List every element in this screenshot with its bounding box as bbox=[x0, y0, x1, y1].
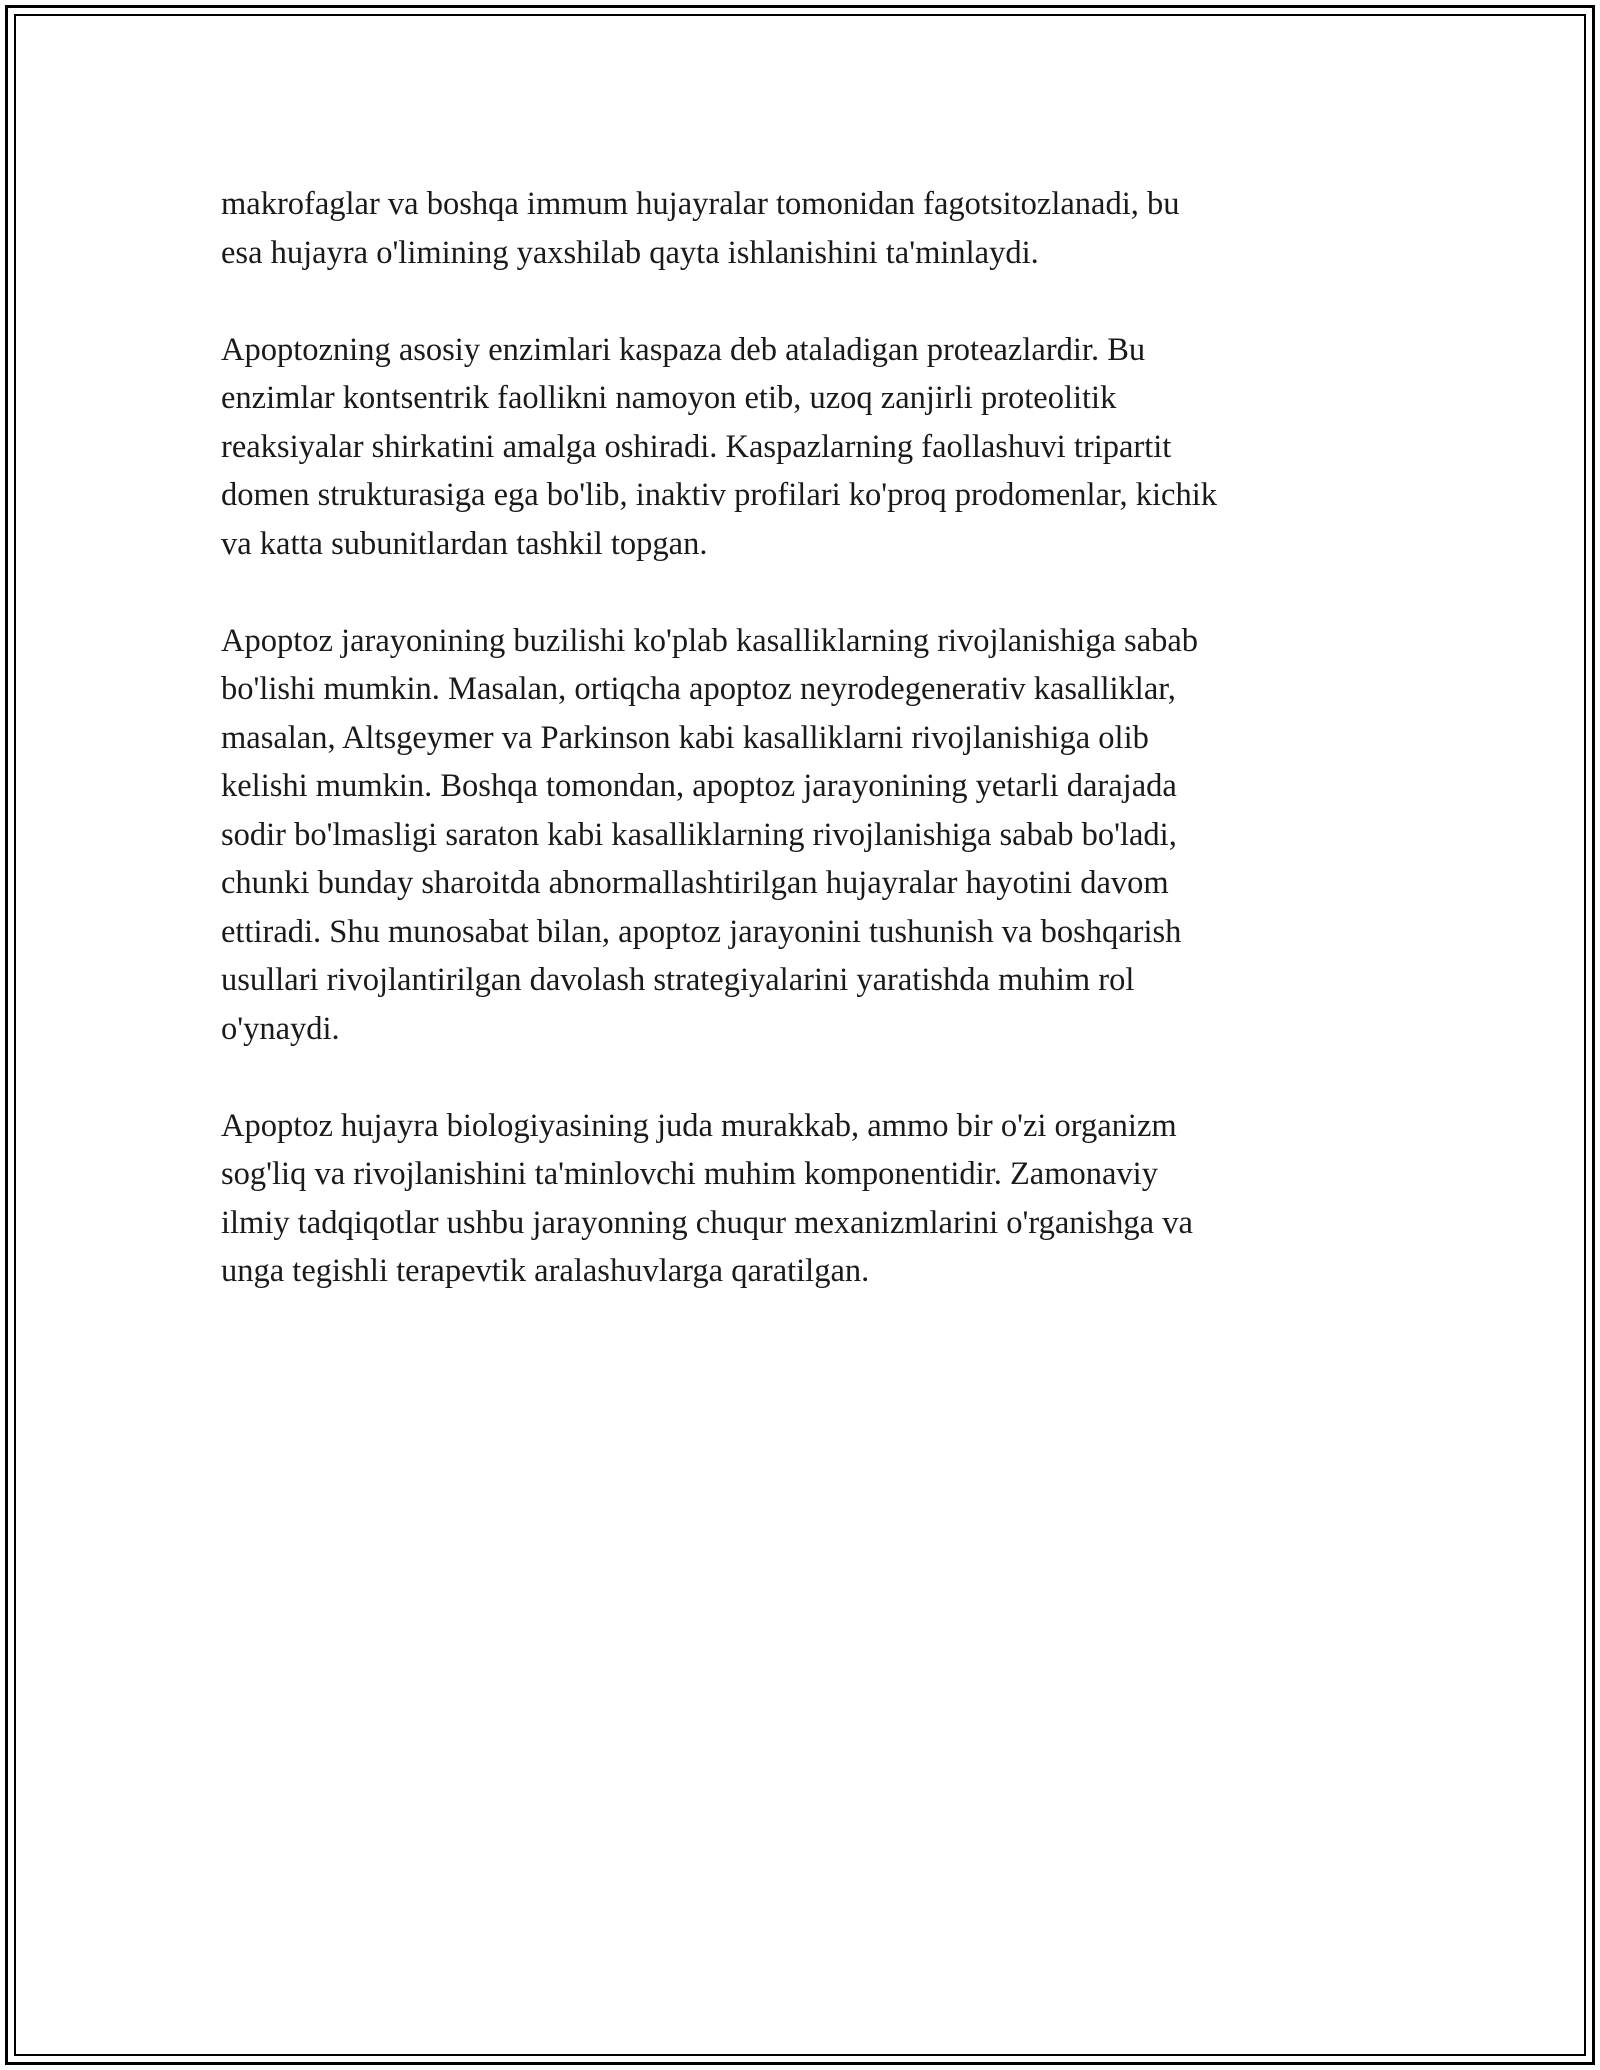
paragraph-conclusion: Apoptoz hujayra biologiyasining juda murakkab, ammo bir o'zi organizm sog'liq va rivojlanishini ta'minlovchi muhim komponentidir. Zamonaviy ilmiy tadqiqotlar ushbu jarayonning chuqur mexanizmlarini o'rganishga va unga tegishli terapevtik aralashuvlarga qaratilgan. bbox=[221, 1107, 1193, 1289]
paragraph-apoptosis-disorders: Apoptoz jarayonining buzilishi ko'plab kasalliklarning rivojlanishiga sabab bo'lishi mumkin. Masalan, ortiqcha apoptoz neyrodegenerativ kasalliklar, masalan, Altsgeymer va Parkinson kabi kasalliklarni rivojlanishiga olib kelishi mumkin. Boshqa tomondan, apoptoz jarayonining yetarli darajada sodir bo'lmasligi saraton kabi kasalliklarning rivojlanishiga sabab bo'ladi, chunki bunday sharoitda abnormallashtirilgan hujayralar hayotini davom ettiradi. Shu munosabat bilan, apoptoz jarayonini tushunish va boshqarish usullari rivojlantirilgan davolash strategiyalarini yaratishda muhim rol o'ynaydi. bbox=[221, 622, 1199, 1047]
document-body bbox=[221, 180, 1371, 1344]
paragraph-phagocytosis: makrofaglar va boshqa immum hujayralar tomonidan fagotsitozlanadi, bu esa hujayra o'limining yaxshilab qayta ishlanishini ta'minlaydi. bbox=[221, 186, 1180, 271]
paragraph-caspases: Apoptozning asosiy enzimlari kaspaza deb ataladigan proteazlardir. Bu enzimlar kontsentrik faollikni namoyon etib, uzoq zanjirli proteolitik reaksiyalar shirkatini amalga oshiradi. Kaspazlarning faollashuvi tripartit domen strukturasiga ega bo'lib, inaktiv profilari ko'proq prodomenlar, kichik va katta subunitlardan tashkil topgan. bbox=[221, 331, 1218, 562]
